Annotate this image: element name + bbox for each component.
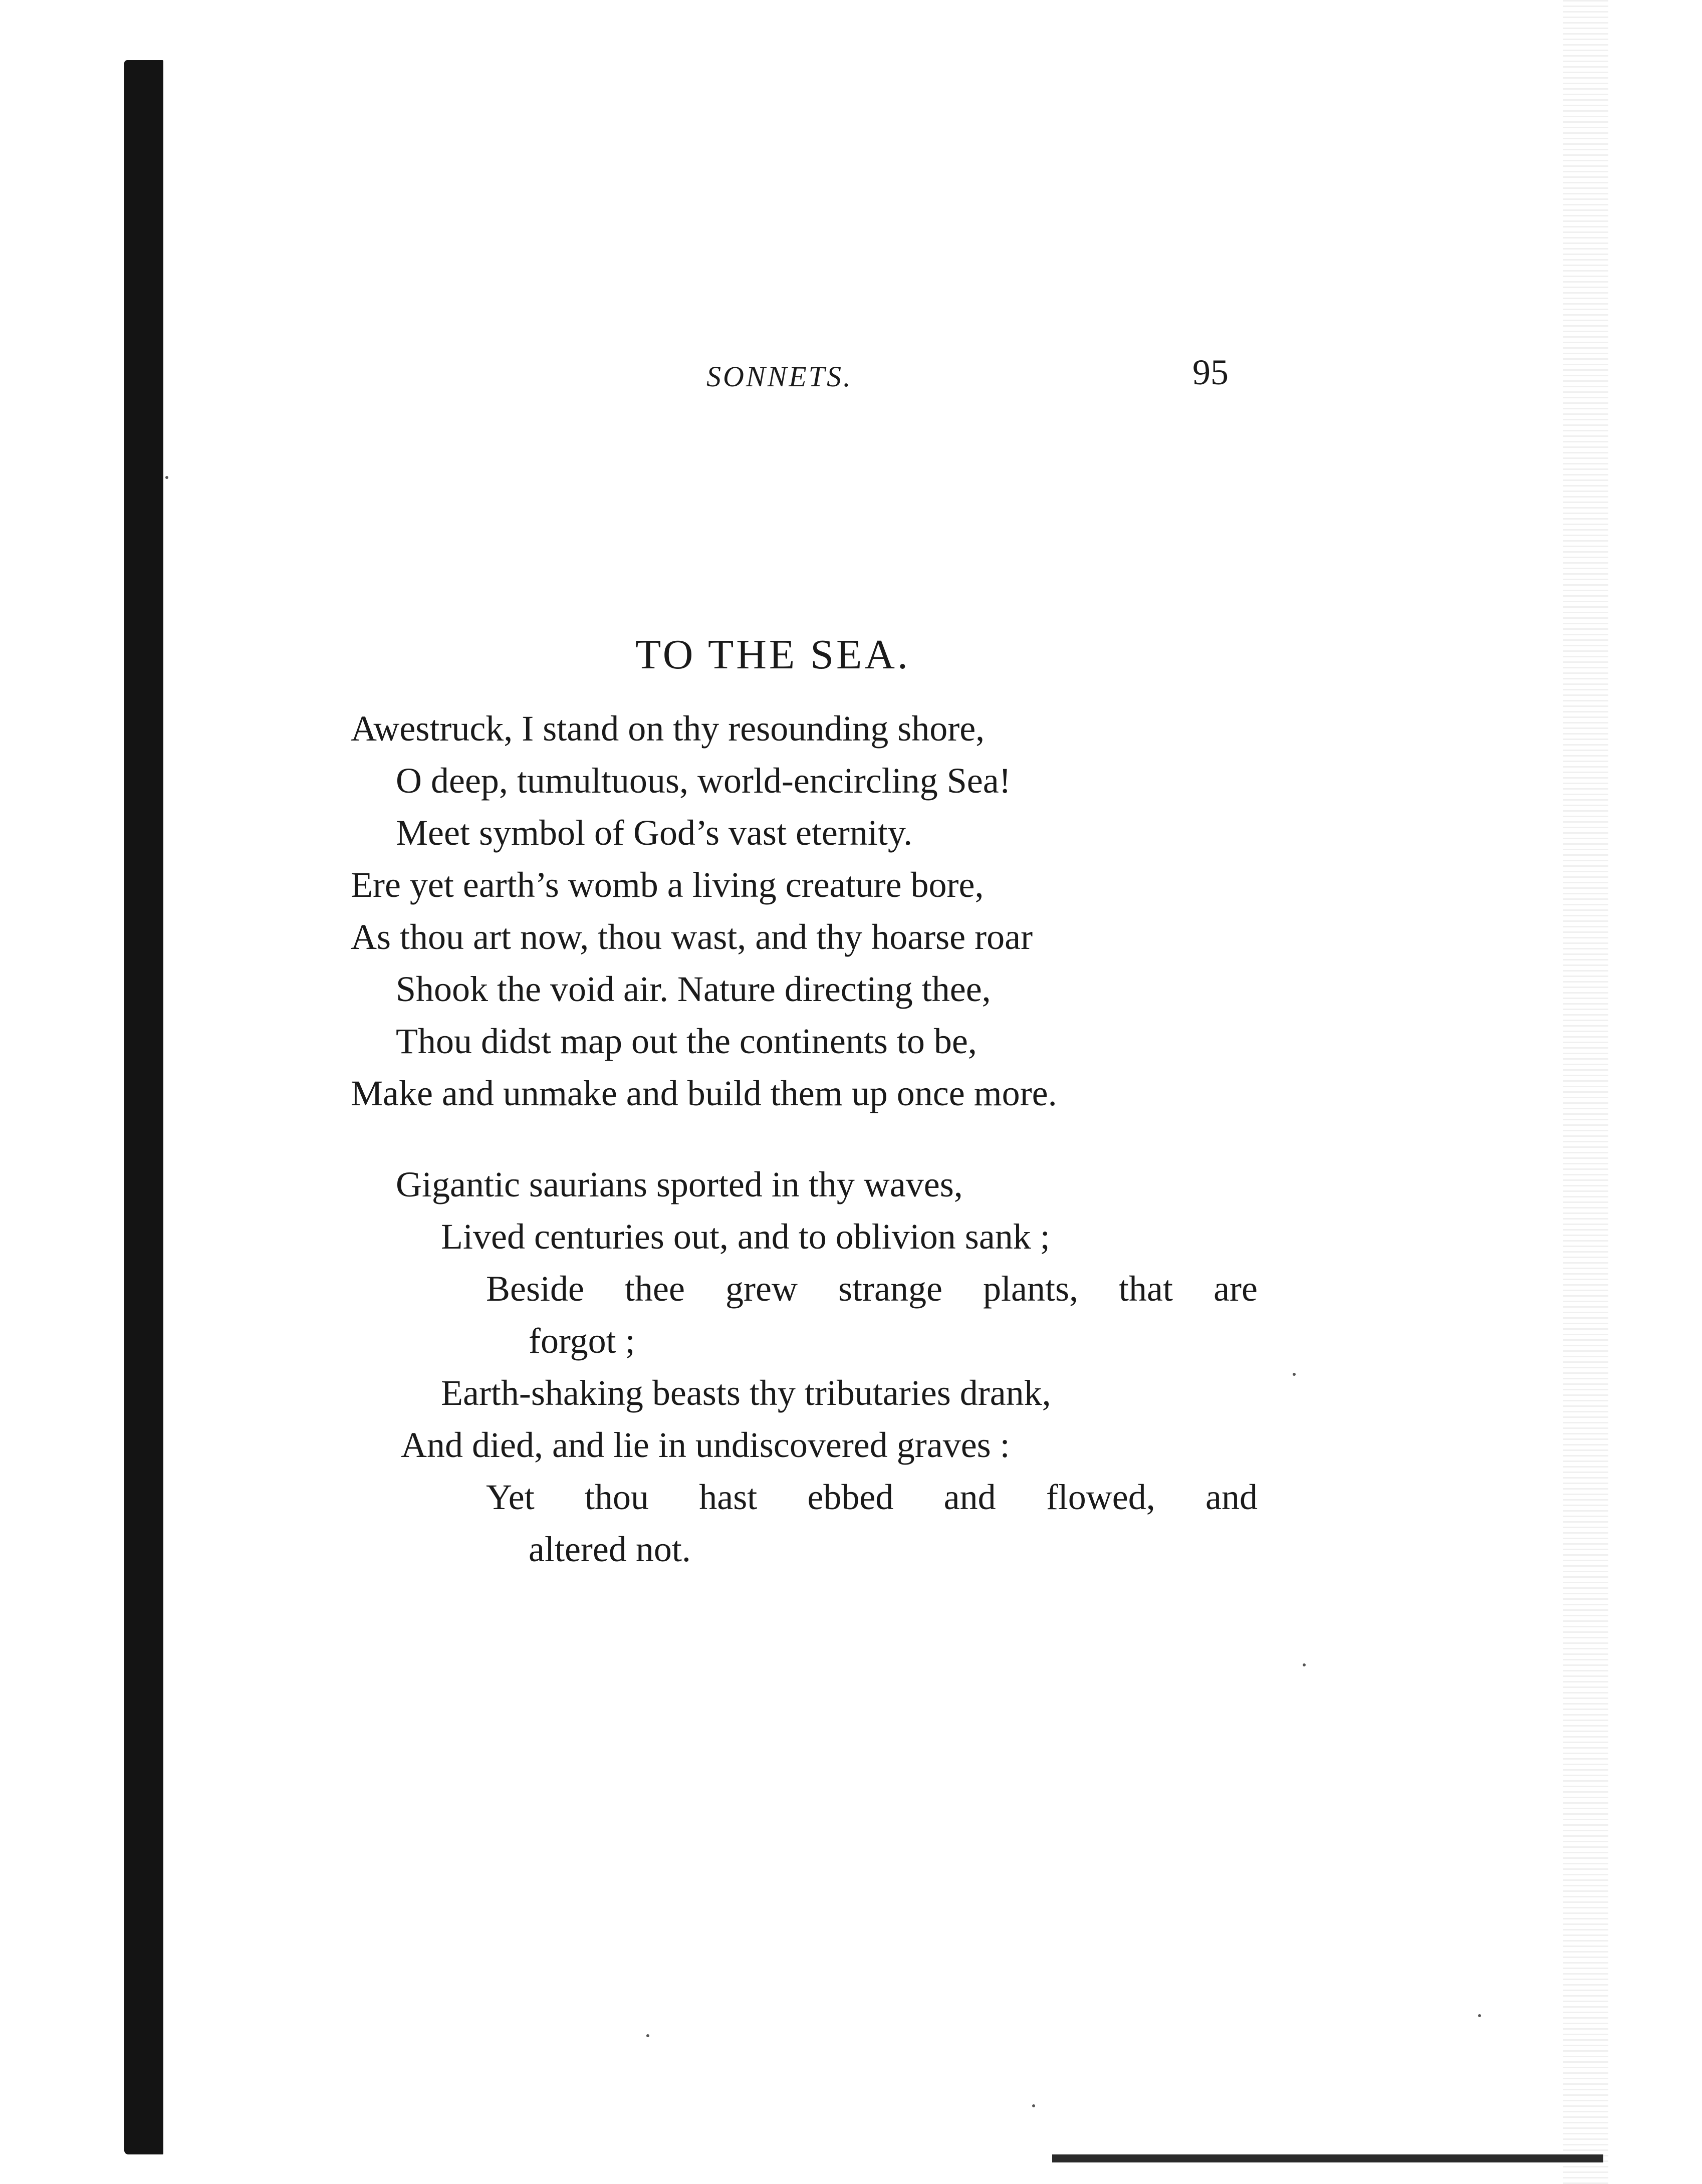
poem-word: and (943, 1477, 996, 1517)
poem-line: As thou art now, thou wast, and thy hoarse roar (351, 917, 1033, 957)
poem-word: and (1205, 1477, 1258, 1517)
poem-line: Awestruck, I stand on thy resounding shore, (351, 708, 985, 749)
poem-word: Beside (486, 1269, 584, 1309)
poem-line: Ere yet earth’s womb a living creature bore, (351, 865, 984, 905)
poem-word: thee (625, 1269, 685, 1309)
poem-line: Meet symbol of God’s vast eternity. (396, 813, 913, 853)
poem-word: are (1213, 1269, 1258, 1309)
running-head: SONNETS. (706, 360, 853, 393)
poem-line (486, 1271, 1258, 1307)
paper-speck (1478, 2014, 1481, 2017)
poem-line: forgot ; (529, 1321, 635, 1361)
poem-title: TO THE SEA. (635, 631, 910, 678)
page-edge-shadow (1563, 0, 1608, 2184)
poem-word: ebbed (807, 1477, 894, 1517)
poem-line: O deep, tumultuous, world-encircling Sea! (396, 761, 1011, 801)
poem-line: And died, and lie in undiscovered graves : (401, 1425, 1010, 1465)
poem-line: Gigantic saurians sported in thy waves, (396, 1164, 963, 1204)
paper-speck (1032, 2104, 1035, 2107)
poem-line: Lived centuries out, and to oblivion sank ; (441, 1217, 1050, 1257)
paper-speck (1293, 1373, 1296, 1376)
paper-speck (1303, 1663, 1306, 1666)
bottom-edge-rule (1052, 2154, 1603, 2162)
poem-word: strange (838, 1269, 942, 1309)
poem-line: Make and unmake and build them up once more. (351, 1073, 1057, 1113)
poem-line: Earth-shaking beasts thy tributaries drank, (441, 1373, 1051, 1413)
poem-word: that (1119, 1269, 1173, 1309)
paper-speck (646, 2034, 649, 2037)
poem-line (486, 1479, 1258, 1515)
poem-word: flowed, (1046, 1477, 1155, 1517)
poem-word: Yet (486, 1477, 535, 1517)
poem-word: plants, (983, 1269, 1078, 1309)
page-number: 95 (1192, 352, 1229, 392)
book-binding-edge (124, 60, 163, 2154)
poem-line: Thou didst map out the continents to be, (396, 1021, 977, 1061)
poem-line: Shook the void air. Nature directing thee, (396, 969, 991, 1009)
poem-line: altered not. (529, 1529, 691, 1569)
paper-speck (165, 476, 168, 479)
poem-word: thou (584, 1477, 649, 1517)
poem-word: hast (699, 1477, 758, 1517)
poem-word: grew (725, 1269, 798, 1309)
